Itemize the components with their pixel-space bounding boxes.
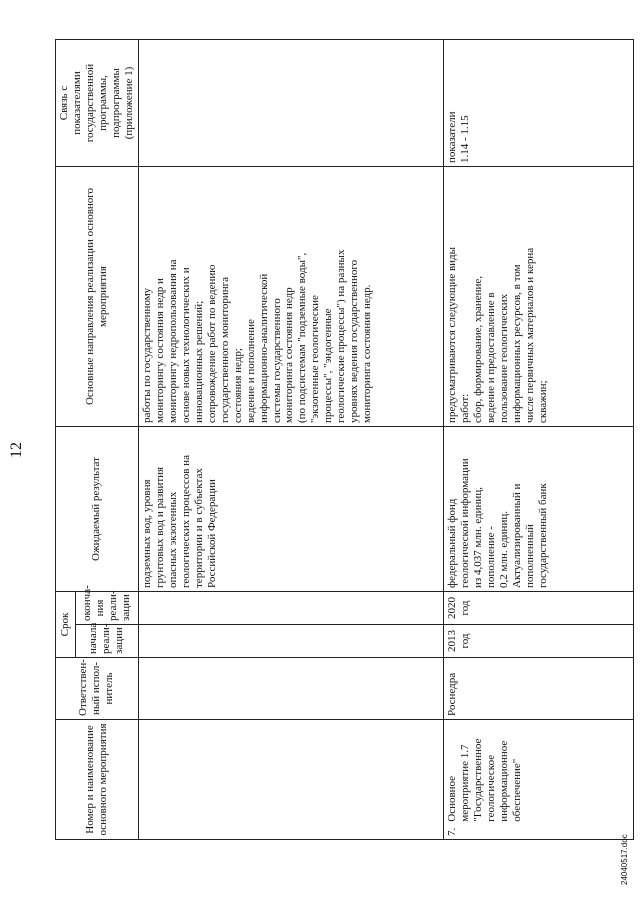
table-row-continued [138, 40, 443, 840]
cell-number-name [138, 720, 443, 840]
row-number: 7. [445, 827, 458, 836]
header-responsible: Ответствен- ный испол- нитель [56, 658, 139, 720]
cell-result: подземных вод, уровня грунтовых вод и развития опасных экзогенных геологических процессов на территории и в субъектах Российской Федерации [138, 427, 443, 592]
header-term: Срок [56, 592, 76, 658]
cell-start: 2013 год [443, 625, 633, 658]
cell-directions: предусматриваются следующие виды работ: сбор, формирование, хранение, ведение и предоставление в пользование геологических информационных ресурсов, в том числе первичных материалов и керна скважин; [443, 167, 633, 427]
table-row-7 [443, 40, 633, 840]
cell-responsible: Роснедра [443, 658, 633, 720]
cell-responsible [138, 658, 443, 720]
activities-table-wrap [55, 40, 634, 840]
activity-name: Основное мероприятие 1.7 "Государственное геологическое информационное обеспечение" [445, 738, 523, 822]
cell-link [138, 40, 443, 167]
header-end: оконча- ния реали- зации [75, 592, 138, 625]
cell-link: показатели 1.14 - 1.15 [443, 40, 633, 167]
activities-table [55, 39, 634, 840]
header-link: Связь с показателями государственной программы, подпрограммы (приложение 1) [56, 40, 139, 167]
cell-number-name [443, 720, 633, 840]
cell-result: федеральный фонд геологической информации из 4,037 млн. единиц, пополнение - 0,2 млн. единиц. Актуализированный и пополненный государственный банк [443, 427, 633, 592]
page-number: 12 [8, 442, 25, 458]
cell-directions: работы по государственному мониторингу состояния недр и мониторингу недропользования на основе новых технологических и инновационных решений; сопровождение работ по ведению государственного мониторинга состояния недр; ведение и пополнение информационно-аналитической системы государственного мониторинга состояния недр (по подсистемам "подземные воды", "экзогенные геологические процессы", "эндогенные геологические процессы") на разных уровнях ведения государственного мониторинга состояния недр. [138, 167, 443, 427]
header-start: начала реали- зации [75, 625, 138, 658]
cell-end [138, 592, 443, 625]
cell-start [138, 625, 443, 658]
cell-end: 2020 год [443, 592, 633, 625]
header-row-1 [56, 40, 76, 840]
header-directions: Основные направления реализации основного мероприятия [56, 167, 139, 427]
footer-filename: 24040517.doc [620, 834, 629, 885]
header-number-name: Номер и наименование основного мероприятия [56, 720, 139, 840]
header-result: Ожидаемый результат [56, 427, 139, 592]
